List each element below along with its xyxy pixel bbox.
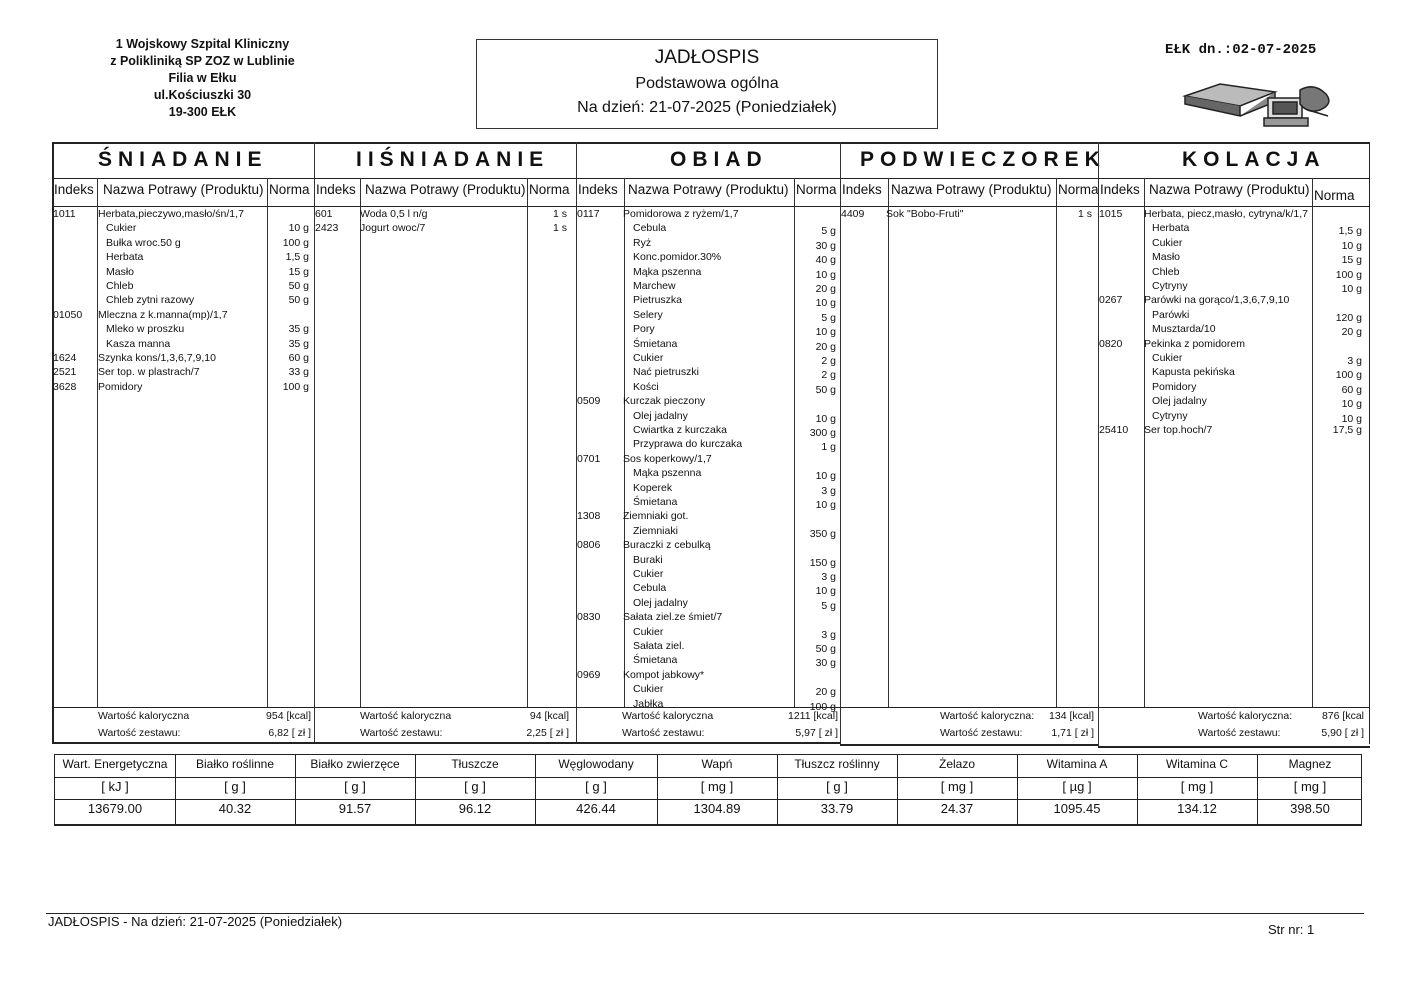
- nutrient-unit: [ g ]: [826, 779, 848, 794]
- nutrient-name: Tłuszcze: [451, 757, 499, 771]
- row-name: Woda 0,5 l n/g: [360, 208, 428, 220]
- row-index: 25410: [1099, 424, 1129, 436]
- hospital-line: ul.Kościuszki 30: [153, 88, 252, 102]
- row-name: Ziemniaki: [633, 524, 678, 537]
- row-norm: 2 g: [821, 355, 836, 367]
- row-norm: 40 g: [815, 254, 836, 267]
- nutrient-name: Witamina C: [1165, 757, 1228, 771]
- row-name: Ser top.hoch/7: [1144, 424, 1213, 436]
- row-index: 2521: [53, 366, 77, 379]
- nutrition-table: [54, 754, 1362, 826]
- nutrient-value: 24.37: [940, 801, 974, 816]
- cost-value: 6,82 [ zł ]: [268, 727, 311, 739]
- grid-line: [840, 744, 1098, 746]
- nutrient-unit: [ mg ]: [940, 779, 974, 794]
- row-norm: 33 g: [288, 366, 309, 379]
- row-index: 1011: [53, 208, 76, 220]
- row-norm: 1 s: [552, 222, 567, 235]
- row-norm: 10 g: [1341, 239, 1362, 252]
- row-norm: 50 g: [815, 383, 836, 396]
- cost-label: Wartość zestawu:: [98, 727, 181, 739]
- grid-line: [55, 799, 1361, 800]
- page-number: Str nr: 1: [1268, 922, 1315, 937]
- row-norm: 3 g: [821, 484, 836, 497]
- col-header-name: Nazwa Potrawy (Produktu): [103, 182, 264, 197]
- row-name: Mleko w proszku: [106, 323, 185, 336]
- calorie-label: Wartość kaloryczna: [98, 710, 190, 722]
- row-name: Parówki: [1152, 308, 1190, 321]
- section-title-1: IIŚNIADANIE: [356, 148, 550, 171]
- row-name: Sałata ziel.ze śmiet/7: [623, 611, 723, 624]
- grid-line: [1098, 746, 1370, 748]
- row-norm: 2 g: [821, 369, 836, 382]
- row-norm: 20 g: [815, 686, 836, 699]
- row-name: Masło: [1152, 251, 1181, 264]
- row-norm: 1 s: [1077, 208, 1092, 220]
- col-header-index: Indeks: [54, 182, 94, 197]
- nutrient-name: Żelazo: [938, 757, 976, 771]
- row-norm: 1,5 g: [285, 251, 309, 264]
- nutrient-unit: [ µg ]: [1062, 779, 1092, 794]
- nutrient-unit: [ g ]: [585, 779, 607, 794]
- row-norm: 5 g: [821, 225, 836, 238]
- row-name: Cytryny: [1152, 409, 1188, 422]
- col-header-norm: Norma: [529, 182, 570, 197]
- nutrient-value: 40.32: [218, 801, 252, 816]
- calorie-value: 94 [kcal]: [529, 710, 569, 722]
- grid-line: [97, 178, 98, 707]
- nutrient-unit: [ kJ ]: [101, 779, 129, 794]
- row-index: 0267: [1099, 294, 1123, 307]
- row-index: 0701: [577, 452, 601, 465]
- menu-date: Na dzień: 21-07-2025 (Poniedziałek): [577, 99, 837, 116]
- row-name: Cebula: [633, 222, 667, 235]
- nutrient-name: Witamina A: [1046, 757, 1108, 771]
- row-name: Przyprawa do kurczaka: [633, 438, 743, 451]
- footer-text: JADŁOSPIS - Na dzień: 21-07-2025 (Poniedziałek): [48, 914, 343, 929]
- row-norm: 20 g: [815, 283, 836, 295]
- row-norm: 100 g: [809, 700, 836, 713]
- row-norm: 5 g: [821, 599, 836, 612]
- row-name: Marchew: [633, 280, 676, 292]
- col-header-name: Nazwa Potrawy (Produktu): [891, 182, 1052, 197]
- nutrient-name: Węglowodany: [558, 757, 634, 771]
- calorie-label: Wartość kaloryczna:: [1198, 710, 1293, 722]
- row-norm: 50 g: [288, 280, 309, 292]
- row-name: Kasza manna: [106, 337, 171, 350]
- nutrient-unit: [ g ]: [344, 779, 366, 794]
- row-name: Mleczna z k.manna(mp)/1,7: [98, 308, 228, 321]
- row-norm: 17,5 g: [1332, 424, 1362, 436]
- row-norm: 35 g: [288, 323, 309, 336]
- row-norm: 10 g: [815, 268, 836, 281]
- row-norm: 350 g: [809, 527, 836, 540]
- row-name: Cukier: [633, 568, 664, 580]
- nutrient-unit: [ mg ]: [700, 779, 734, 794]
- row-name: Musztarda/10: [1152, 323, 1216, 336]
- row-norm: 150 g: [809, 556, 836, 569]
- nutrient-name: Magnez: [1288, 757, 1332, 771]
- calorie-value: 954 [kcal]: [266, 710, 311, 722]
- row-index: 0117: [577, 208, 600, 220]
- row-name: Herbata: [1152, 222, 1190, 235]
- cost-value: 5,90 [ zł ]: [1321, 727, 1364, 739]
- col-header-index: Indeks: [578, 182, 618, 197]
- row-name: Cukier: [1152, 352, 1183, 364]
- grid-line: [52, 206, 1370, 207]
- nutrient-value: 33.79: [820, 801, 854, 816]
- cost-label: Wartość zestawu:: [940, 727, 1023, 739]
- section-title-3: PODWIECZOREK: [860, 148, 1106, 171]
- row-norm: 15 g: [288, 265, 309, 278]
- row-norm: 15 g: [1341, 254, 1362, 267]
- calorie-label: Wartość kaloryczna: [360, 710, 452, 722]
- grid-line: [624, 178, 625, 707]
- row-norm: 3 g: [821, 571, 836, 583]
- row-name: Cukier: [106, 222, 137, 235]
- row-norm: 10 g: [815, 326, 836, 339]
- row-name: Pietruszka: [633, 294, 683, 307]
- cost-label: Wartość zestawu:: [360, 727, 443, 739]
- grid-line: [52, 707, 1370, 708]
- row-name: Śmietana: [633, 496, 678, 508]
- row-norm: 10 g: [815, 585, 836, 598]
- grid-line: [1098, 142, 1099, 746]
- row-norm: 100 g: [282, 380, 309, 393]
- row-name: Olej jadalny: [633, 596, 688, 609]
- row-norm: 100 g: [282, 236, 309, 249]
- cost-label: Wartość zestawu:: [1198, 727, 1281, 739]
- row-norm: 60 g: [1341, 383, 1362, 396]
- nutrient-value: 426.44: [576, 801, 616, 816]
- row-name: Mąka pszenna: [633, 467, 702, 480]
- hospital-line: Filia w Ełku: [168, 71, 237, 85]
- row-name: Chleb: [1152, 265, 1180, 278]
- row-name: Szynka kons/1,3,6,7,9,10: [98, 352, 216, 364]
- row-name: Cwiartka z kurczaka: [633, 424, 727, 436]
- row-name: Olej jadalny: [633, 409, 688, 422]
- row-norm: 300 g: [809, 427, 836, 439]
- row-name: Kości: [633, 380, 659, 393]
- row-norm: 10 g: [1341, 283, 1362, 295]
- col-header-index: Indeks: [842, 182, 882, 197]
- title-box: [476, 39, 938, 129]
- row-index: 601: [315, 208, 333, 220]
- calorie-value: 134 [kcal]: [1049, 710, 1094, 722]
- row-norm: 20 g: [815, 340, 836, 353]
- menu-table: [52, 142, 1370, 744]
- row-norm: 30 g: [815, 657, 836, 670]
- row-name: Buraki: [633, 553, 663, 566]
- row-norm: 1 s: [552, 208, 567, 220]
- hospital-line: 19-300 EŁK: [168, 105, 237, 119]
- calorie-label: Wartość kaloryczna: [622, 710, 714, 722]
- row-index: 0509: [577, 395, 601, 408]
- row-norm: 30 g: [815, 239, 836, 252]
- row-index: 4409: [841, 208, 865, 220]
- nutrient-value: 96.12: [458, 801, 492, 816]
- col-header-norm: Norma: [1058, 182, 1099, 197]
- row-norm: 10 g: [815, 499, 836, 511]
- row-norm: 60 g: [288, 352, 309, 364]
- row-name: Selery: [633, 308, 663, 321]
- grid-line: [1056, 178, 1057, 707]
- row-index: 0806: [577, 539, 601, 552]
- row-name: Ziemniaki got.: [623, 510, 689, 523]
- row-name: Cytryny: [1152, 280, 1188, 292]
- cost-value: 5,97 [ zł ]: [795, 727, 838, 739]
- row-index: 1624: [53, 352, 77, 364]
- nutrient-value: 91.57: [338, 801, 372, 816]
- grid-line: [360, 178, 361, 707]
- row-index: 2423: [315, 222, 339, 235]
- nutrient-name: Wart. Energetyczna: [62, 757, 168, 771]
- row-name: Koperek: [633, 481, 673, 494]
- grid-line: [576, 742, 840, 744]
- row-norm: 3 g: [821, 628, 836, 641]
- cost-label: Wartość zestawu:: [622, 727, 705, 739]
- row-name: Pomidory: [98, 380, 143, 393]
- col-header-norm: Norma: [1314, 188, 1355, 203]
- cost-value: 1,71 [ zł ]: [1051, 727, 1094, 739]
- row-norm: 10 g: [815, 412, 836, 425]
- row-name: Pory: [633, 323, 655, 336]
- nutrient-unit: [ g ]: [464, 779, 486, 794]
- row-name: Kompot jabkowy*: [623, 668, 705, 681]
- nutrient-name: Białko zwierzęce: [310, 757, 400, 771]
- row-norm: 100 g: [1335, 268, 1362, 281]
- calorie-label: Wartość kaloryczna:: [940, 710, 1035, 722]
- row-name: Masło: [106, 265, 135, 278]
- document-title: JADŁOSPIS: [654, 47, 760, 68]
- nutrient-value: 398.50: [1290, 801, 1330, 816]
- row-name: Cukier: [633, 683, 664, 696]
- grid-line: [888, 178, 889, 707]
- nutrient-value: 1304.89: [693, 801, 741, 816]
- row-norm: 10 g: [815, 470, 836, 483]
- row-name: Nać pietruszki: [633, 366, 699, 379]
- row-name: Parówki na gorąco/1,3,6,7,9,10: [1144, 294, 1290, 307]
- row-index: 01050: [53, 308, 83, 321]
- row-name: Cukier: [633, 625, 664, 638]
- section-title-2: OBIAD: [670, 148, 768, 171]
- row-name: Ryż: [633, 236, 652, 249]
- row-name: Cebula: [633, 582, 667, 595]
- row-name: Cukier: [1152, 236, 1183, 249]
- section-title-0: ŚNIADANIE: [98, 148, 268, 171]
- row-norm: 50 g: [288, 294, 309, 307]
- row-name: Konc.pomidor.30%: [633, 251, 722, 264]
- row-name: Sos koperkowy/1,7: [623, 452, 712, 465]
- row-norm: 3 g: [1347, 355, 1362, 367]
- grid-line: [52, 178, 1370, 179]
- nutrient-value: 13679.00: [87, 801, 143, 816]
- row-name: Herbata: [106, 251, 144, 264]
- row-name: Kurczak pieczony: [623, 395, 706, 408]
- row-norm: 10 g: [815, 297, 836, 310]
- row-norm: 1,5 g: [1338, 225, 1362, 238]
- row-name: Mąka pszenna: [633, 265, 702, 278]
- row-norm: 100 g: [1335, 369, 1362, 382]
- row-name: Bułka wroc.50 g: [106, 236, 181, 249]
- row-name: Pomidorowa z ryżem/1,7: [623, 208, 739, 220]
- hospital-line: z Polikliniką SP ZOZ w Lublinie: [110, 54, 295, 68]
- nutrient-unit: [ mg ]: [1293, 779, 1327, 794]
- cost-value: 2,25 [ zł ]: [526, 727, 569, 739]
- grid-line: [314, 742, 576, 744]
- col-header-name: Nazwa Potrawy (Produktu): [1149, 182, 1310, 197]
- grid-line: [840, 142, 841, 744]
- row-name: Kapusta pekińska: [1152, 366, 1235, 379]
- row-name: Chleb zytni razowy: [106, 294, 195, 307]
- row-name: Jabłka: [633, 697, 664, 710]
- row-name: Śmietana: [633, 337, 678, 350]
- row-index: 3628: [53, 380, 77, 393]
- nutrient-name: Wapń: [701, 757, 733, 771]
- grid-line: [1144, 178, 1145, 707]
- col-header-name: Nazwa Potrawy (Produktu): [365, 182, 526, 197]
- row-name: Cukier: [633, 352, 664, 364]
- row-name: Pomidory: [1152, 380, 1197, 393]
- nutrient-name: Tłuszcz roślinny: [794, 757, 880, 771]
- row-index: 0969: [577, 668, 601, 681]
- row-name: Sałata ziel.: [633, 640, 685, 652]
- hospital-address: [80, 36, 325, 121]
- row-norm: 50 g: [815, 643, 836, 655]
- row-norm: 35 g: [288, 337, 309, 350]
- row-name: Śmietana: [633, 654, 678, 667]
- row-name: Jogurt owoc/7: [360, 222, 426, 235]
- row-index: 1308: [577, 510, 601, 523]
- calorie-value: 1211 [kcal]: [787, 710, 838, 722]
- row-norm: 1 g: [821, 441, 836, 454]
- grid-line: [52, 742, 314, 744]
- col-header-norm: Norma: [796, 182, 837, 197]
- row-name: Chleb: [106, 280, 134, 292]
- col-header-name: Nazwa Potrawy (Produktu): [628, 182, 789, 197]
- grid-line: [576, 142, 577, 742]
- row-norm: 20 g: [1341, 326, 1362, 339]
- row-name: Olej jadalny: [1152, 395, 1207, 408]
- col-header-index: Indeks: [316, 182, 356, 197]
- row-norm: 10 g: [1341, 412, 1362, 425]
- col-header-index: Indeks: [1100, 182, 1140, 197]
- nutrient-value: 134.12: [1177, 801, 1217, 816]
- row-index: 0820: [1099, 337, 1123, 350]
- col-header-norm: Norma: [269, 182, 310, 197]
- book-computer-logo: [1180, 70, 1340, 132]
- section-title-4: KOLACJA: [1182, 148, 1326, 171]
- nutrient-unit: [ mg ]: [1180, 779, 1214, 794]
- nutrient-unit: [ g ]: [224, 779, 246, 794]
- row-norm: 5 g: [821, 311, 836, 324]
- row-name: Herbata,pieczywo,masło/śn/1,7: [98, 208, 244, 220]
- row-name: Herbata, piecz,masło, cytryna/k/1,7: [1144, 208, 1308, 220]
- row-index: 1015: [1099, 208, 1123, 220]
- diet-name: Podstawowa ogólna: [635, 75, 779, 92]
- place-date: EŁK dn.:02-07-2025: [1165, 42, 1317, 58]
- row-name: Sok "Bobo-Fruti": [886, 208, 964, 220]
- grid-line: [55, 777, 1361, 778]
- row-index: 0830: [577, 611, 601, 624]
- nutrient-name: Białko roślinne: [195, 757, 275, 771]
- row-name: Pekinka z pomidorem: [1144, 337, 1245, 350]
- grid-line: [527, 178, 528, 707]
- calorie-value: 876 [kcal: [1321, 710, 1364, 722]
- row-norm: 10 g: [288, 222, 309, 235]
- nutrient-value: 1095.45: [1053, 801, 1101, 816]
- row-norm: 10 g: [1341, 398, 1362, 411]
- hospital-line: 1 Wojskowy Szpital Kliniczny: [115, 37, 290, 51]
- row-name: Ser top. w plastrach/7: [98, 366, 200, 379]
- row-norm: 120 g: [1335, 311, 1362, 324]
- row-name: Buraczki z cebulką: [623, 539, 711, 552]
